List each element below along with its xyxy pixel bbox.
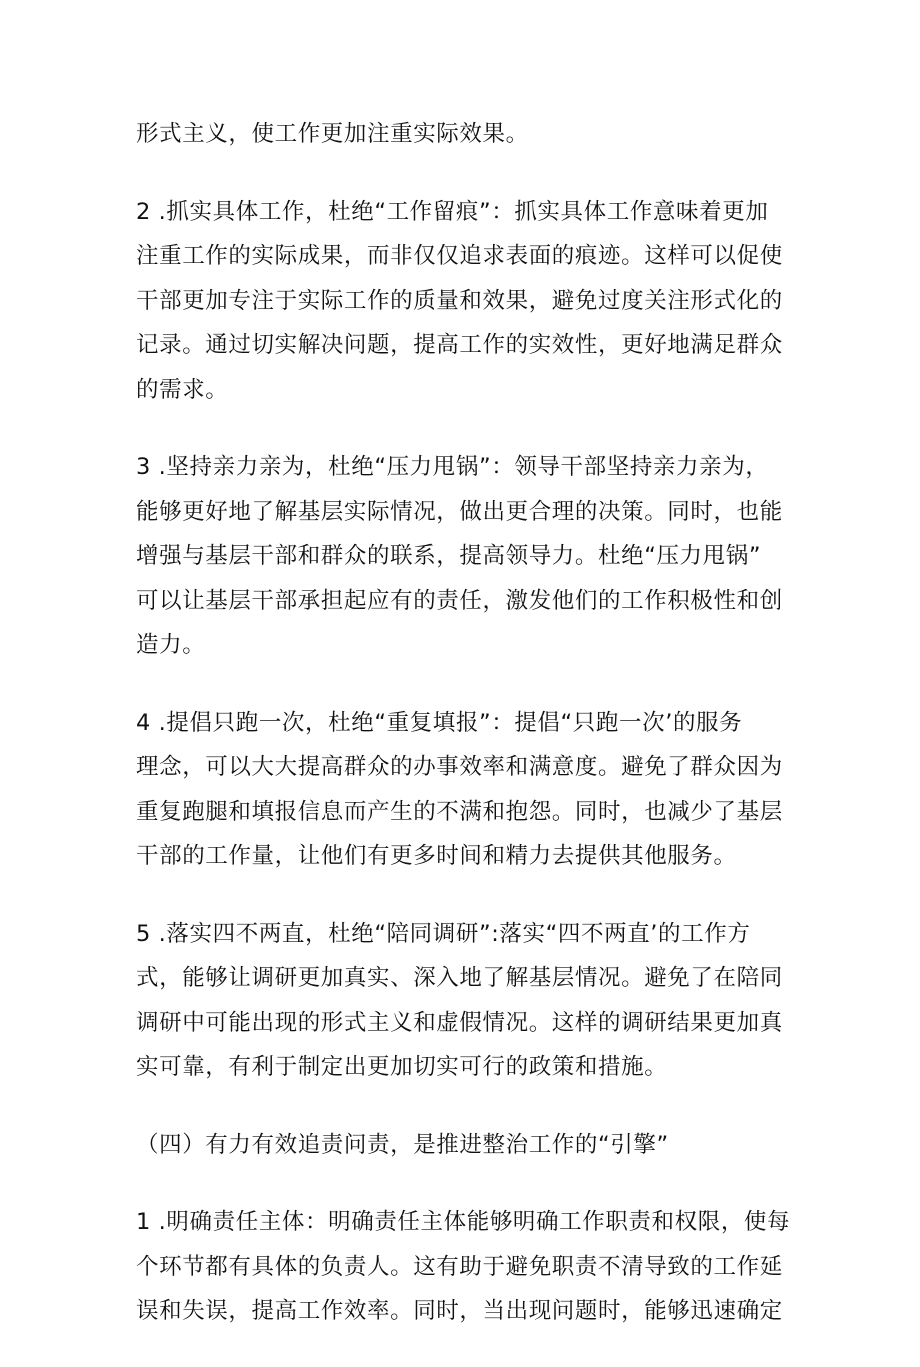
text-line: 3 .坚持亲力亲为，杜绝“压力甩锅”：领导干部坚持亲力亲为， — [136, 454, 769, 480]
document-body — [136, 112, 791, 1367]
text-line: 4 .提倡只跑一次，杜绝“重复填报”：提倡“只跑一次’的服务 — [136, 709, 743, 736]
paragraph-item-3 — [136, 445, 786, 668]
text-line: 增强与基层干部和群众的联系，提高领导力。杜绝“压力甩锅” — [136, 543, 762, 569]
heading-line: （四）有力有效追责问责，是推进整治工作的“引擎” — [136, 1131, 669, 1158]
text-line: 调研中可能出现的形式主义和虚假情况。这样的调研结果更加真 — [136, 1009, 783, 1036]
text-line: 形式主义，使工作更加注重实际效果。 — [136, 121, 529, 147]
text-line: 重复跑腿和填报信息而产生的不满和抱怨。同时，也减少了基层 — [136, 798, 783, 825]
paragraph-item-2 — [136, 190, 786, 413]
paragraph-item-4 — [136, 701, 786, 879]
text-line: 实可靠，有利于制定出更加切实可行的政策和措施。 — [136, 1054, 668, 1080]
text-line: 能够更好地了解基层实际情况，做出更合理的决策。同时，也能 — [136, 498, 783, 525]
text-line: 理念，可以大大提高群众的办事效率和满意度。避免了群众因为 — [136, 754, 783, 780]
text-line: 的需求。 — [136, 376, 229, 403]
section-heading — [136, 1123, 786, 1168]
text-line: 造力。 — [136, 632, 206, 658]
text-line: 记录。通过切实解决问题，提高工作的实效性，更好地满足群众 — [136, 332, 783, 358]
text-line: 可以让基层干部承担起应有的责任，激发他们的工作积极性和创 — [136, 587, 783, 614]
text-line: 误和失误，提高工作效率。同时，当出现问题时，能够迅速确定 — [136, 1298, 783, 1324]
paragraph-item-1 — [136, 1200, 791, 1334]
text-line: 5 .落实四不两直，杜绝“陪同调研”:落实“四不两直’的工作方 — [136, 920, 751, 947]
paragraph-item-5 — [136, 912, 786, 1090]
text-line: 式，能够让调研更加真实、深入地了解基层情况。避免了在陪同 — [136, 965, 783, 991]
text-line: 个环节都有具体的负责人。这有助于避免职责不清导致的工作延 — [136, 1253, 783, 1280]
text-line: 注重工作的实际成果，而非仅仅追求表面的痕迹。这样可以促使 — [136, 243, 783, 269]
paragraph-continuation — [136, 112, 786, 157]
text-line: 干部的工作量，让他们有更多时间和精力去提供其他服务。 — [136, 843, 737, 869]
text-line: 1 .明确责任主体：明确责任主体能够明确工作职责和权限，使每 — [136, 1209, 791, 1235]
text-line: 2 .抓实具体工作，杜绝“工作留痕”：抓实具体工作意味着更加 — [136, 198, 769, 225]
text-line: 干部更加专注于实际工作的质量和效果，避免过度关注形式化的 — [136, 287, 783, 314]
